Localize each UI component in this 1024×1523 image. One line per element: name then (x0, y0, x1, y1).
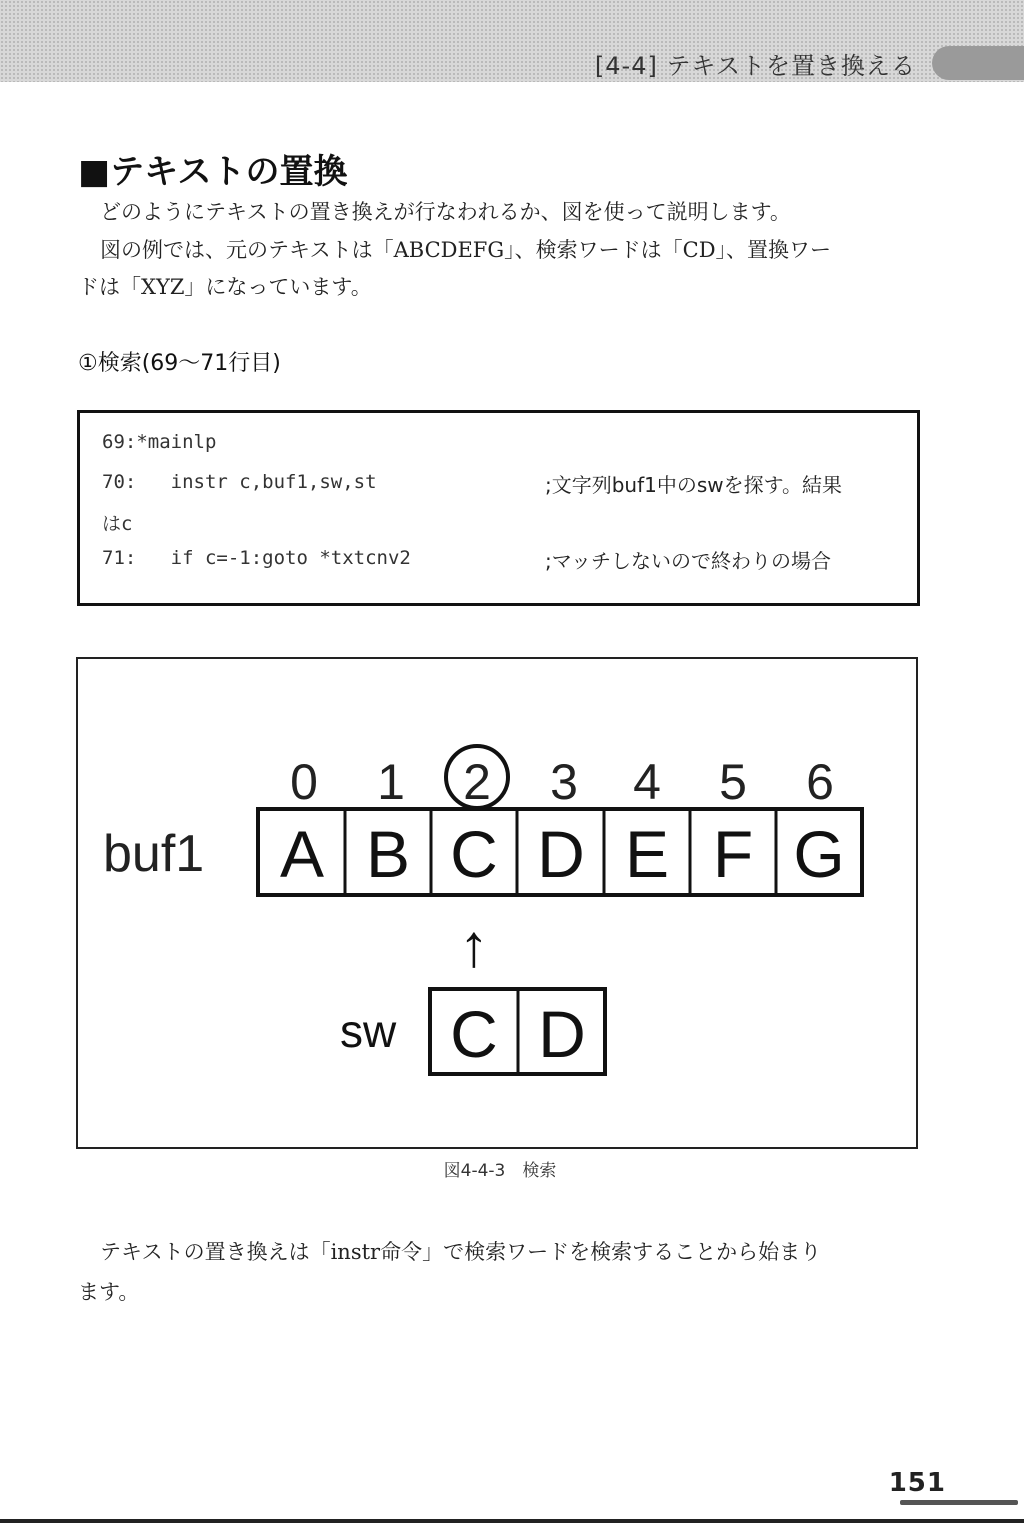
buf1-cell: C (450, 817, 498, 891)
arrow-up-icon: ↑ (459, 912, 489, 979)
closing-line-1: テキストの置き換えは「instr命令」で検索ワードを検索することから始まり (100, 1240, 822, 1264)
buf1-cell: D (537, 817, 585, 891)
sw-cell: C (450, 997, 498, 1071)
code-comment-71: ;マッチしないので終わりの場合 (545, 549, 831, 573)
buf1-cell: F (712, 817, 754, 891)
closing-line-2: ます。 (78, 1280, 140, 1304)
sw-cell: D (538, 997, 586, 1071)
page-number: 151 (888, 1468, 946, 1498)
section-title: ■テキストの置換 (78, 152, 348, 192)
index-label: 6 (806, 754, 834, 810)
figure-caption: 図4-4-3 検索 (443, 1161, 557, 1181)
index-label: 5 (719, 754, 747, 810)
buf1-cell: A (279, 817, 325, 891)
bottom-rule (0, 1519, 1024, 1523)
search-figure (76, 657, 918, 1149)
paragraph-1: どのようにテキストの置き換えが行なわれるか、図を使って説明します。 (100, 200, 791, 224)
code-line-70-wrap: はc (102, 513, 133, 535)
page-number-rule (900, 1500, 1018, 1505)
running-title: [4-4] テキストを置き換える (594, 52, 916, 80)
code-line-70: 70: instr c,buf1,sw,st (102, 471, 377, 493)
search-diagram (78, 659, 916, 1147)
index-label: 3 (550, 754, 578, 810)
index-label: 4 (633, 754, 661, 810)
sw-label: sw (340, 1005, 397, 1057)
paragraph-2-line-1: 図の例では、元のテキストは「ABCDEFG」、検索ワードは「CD」、置換ワー (100, 238, 832, 262)
header-tab-decoration (932, 46, 1024, 80)
sub-heading: ①検索(69〜71行目) (78, 351, 281, 376)
index-label: 0 (290, 754, 318, 810)
index-label: 1 (377, 754, 405, 810)
code-listing (77, 410, 920, 606)
code-line-71: 71: if c=-1:goto *txtcnv2 (102, 547, 411, 569)
index-label-highlighted: 2 (463, 754, 491, 810)
buf1-cell: B (365, 817, 411, 891)
buf1-cell: E (624, 817, 670, 891)
buf1-label: buf1 (103, 825, 205, 883)
code-comment-70: ;文字列buf1中のswを探す。結果 (545, 473, 843, 497)
paragraph-2-line-2: ドは「XYZ」になっています。 (78, 275, 372, 299)
buf1-cell: G (793, 817, 845, 891)
code-line-69: 69:*mainlp (102, 431, 217, 453)
